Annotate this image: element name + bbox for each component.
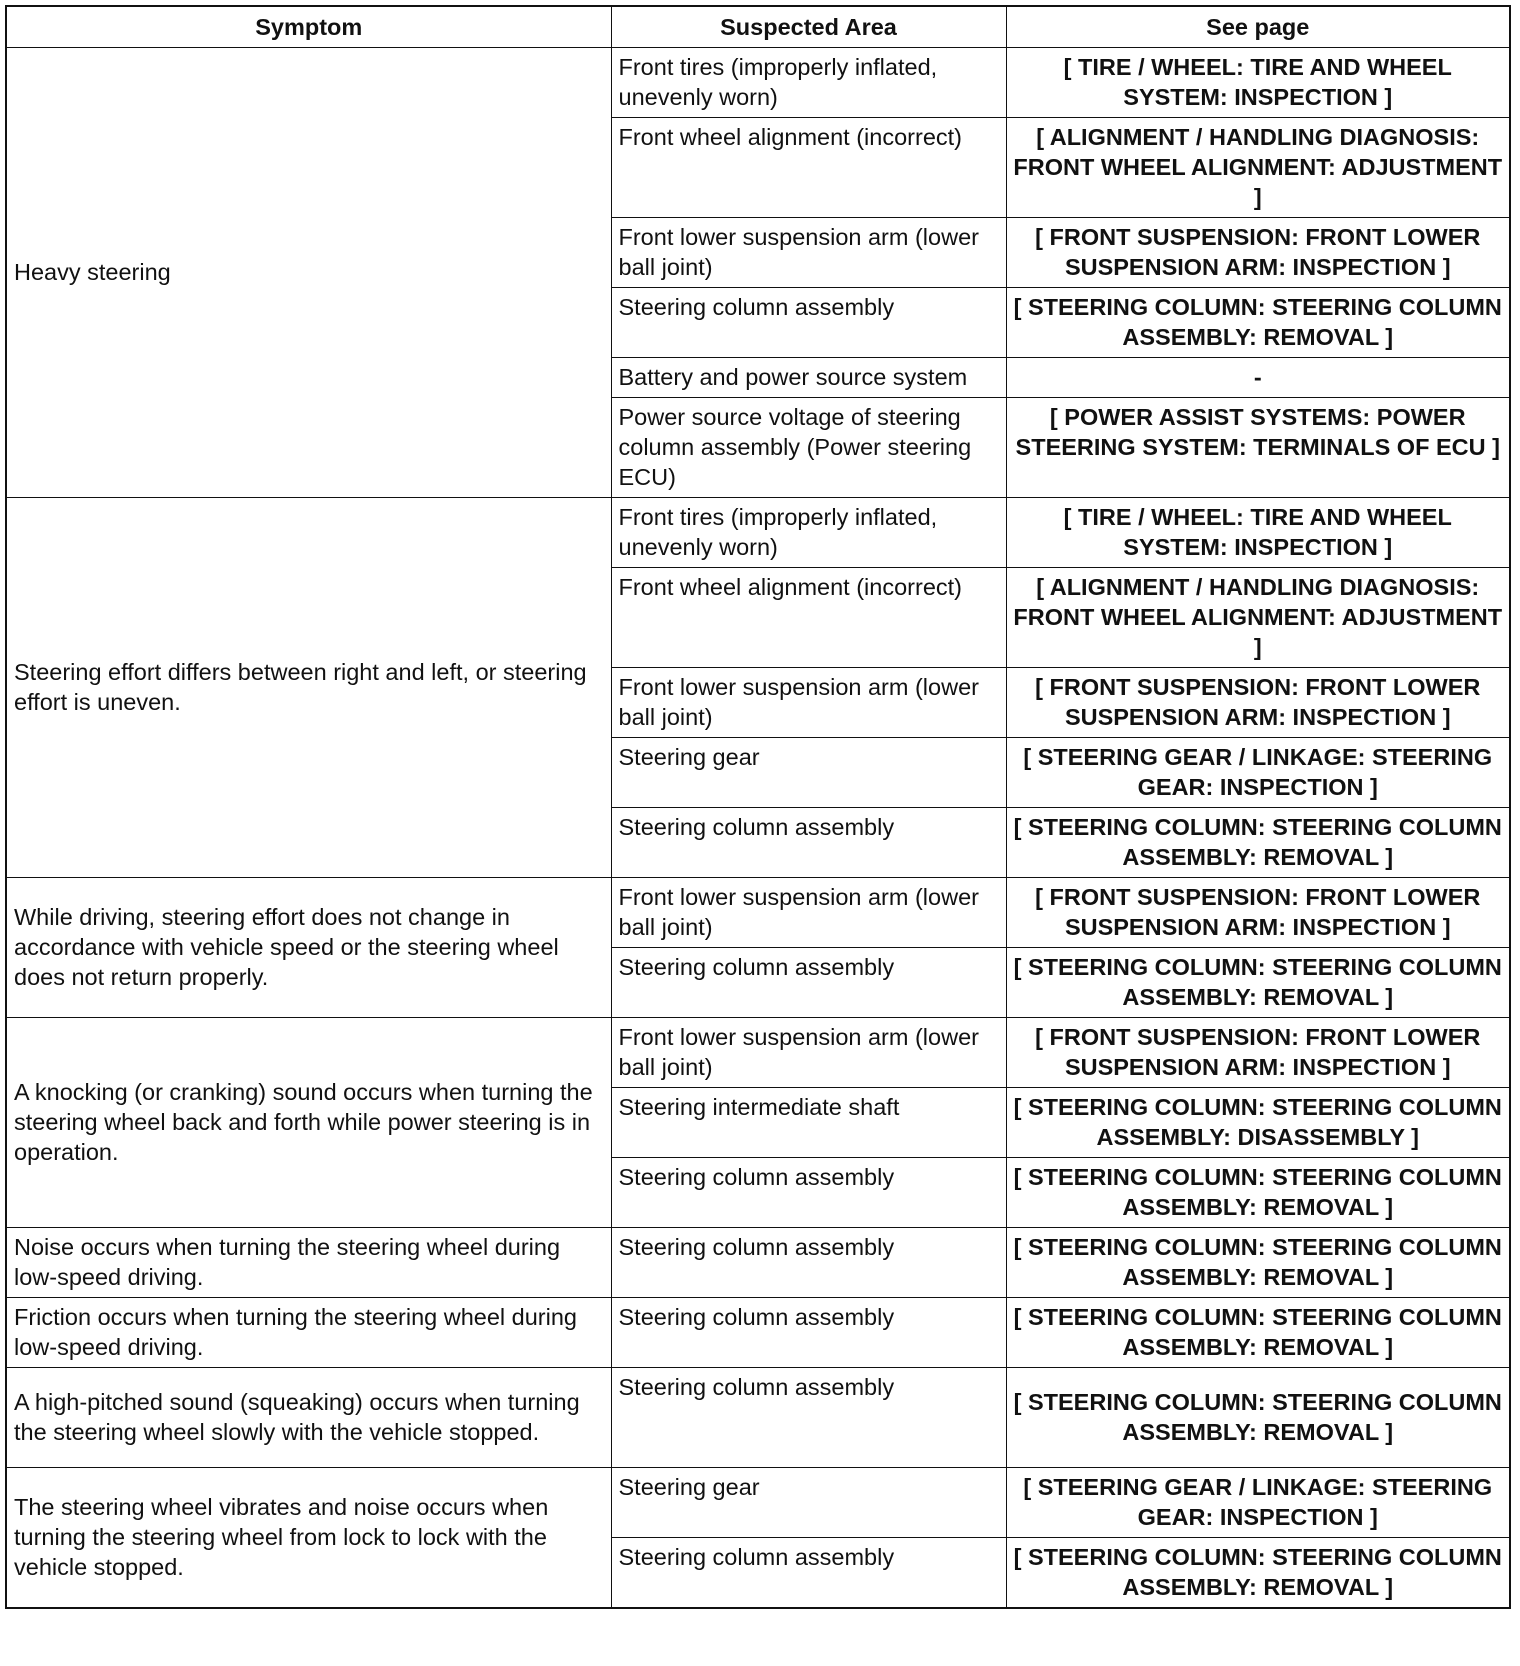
suspected-area-cell: Steering column assembly (611, 808, 1006, 878)
see-page-link[interactable]: [ TIRE / WHEEL: TIRE AND WHEEL SYSTEM: INSPECTION ] (1006, 48, 1510, 118)
see-page-link[interactable]: [ STEERING COLUMN: STEERING COLUMN ASSEMBLY: REMOVAL ] (1006, 1228, 1510, 1298)
suspected-area-cell: Front wheel alignment (incorrect) (611, 568, 1006, 668)
see-page-link[interactable]: [ ALIGNMENT / HANDLING DIAGNOSIS: FRONT WHEEL ALIGNMENT: ADJUSTMENT ] (1006, 568, 1510, 668)
suspected-area-cell: Steering column assembly (611, 1368, 1006, 1468)
see-page-link[interactable]: [ STEERING COLUMN: STEERING COLUMN ASSEMBLY: REMOVAL ] (1006, 1158, 1510, 1228)
see-page-link[interactable]: [ FRONT SUSPENSION: FRONT LOWER SUSPENSION ARM: INSPECTION ] (1006, 878, 1510, 948)
table-row (6, 1298, 1510, 1368)
see-page-link[interactable]: [ FRONT SUSPENSION: FRONT LOWER SUSPENSION ARM: INSPECTION ] (1006, 668, 1510, 738)
see-page-link[interactable]: [ STEERING COLUMN: STEERING COLUMN ASSEMBLY: REMOVAL ] (1006, 288, 1510, 358)
see-page-link[interactable]: [ STEERING COLUMN: STEERING COLUMN ASSEMBLY: REMOVAL ] (1006, 1538, 1510, 1609)
see-page-link[interactable]: [ TIRE / WHEEL: TIRE AND WHEEL SYSTEM: INSPECTION ] (1006, 498, 1510, 568)
see-page-link[interactable]: [ STEERING COLUMN: STEERING COLUMN ASSEMBLY: REMOVAL ] (1006, 1368, 1510, 1468)
symptom-cell: While driving, steering effort does not change in accordance with vehicle speed or the steering wheel does not return properly. (6, 878, 611, 1018)
see-page-link[interactable]: [ FRONT SUSPENSION: FRONT LOWER SUSPENSION ARM: INSPECTION ] (1006, 218, 1510, 288)
see-page-link[interactable]: [ ALIGNMENT / HANDLING DIAGNOSIS: FRONT WHEEL ALIGNMENT: ADJUSTMENT ] (1006, 118, 1510, 218)
symptom-table (5, 5, 1511, 1609)
symptom-cell: A high-pitched sound (squeaking) occurs when turning the steering wheel slowly with the vehicle stopped. (6, 1368, 611, 1468)
see-page-link[interactable]: [ STEERING COLUMN: STEERING COLUMN ASSEMBLY: DISASSEMBLY ] (1006, 1088, 1510, 1158)
see-page-link[interactable]: [ FRONT SUSPENSION: FRONT LOWER SUSPENSION ARM: INSPECTION ] (1006, 1018, 1510, 1088)
see-page-link[interactable]: [ STEERING GEAR / LINKAGE: STEERING GEAR: INSPECTION ] (1006, 738, 1510, 808)
table-row (6, 878, 1510, 948)
suspected-area-cell: Steering column assembly (611, 1538, 1006, 1609)
symptom-cell: The steering wheel vibrates and noise occurs when turning the steering wheel from lock to lock with the vehicle stopped. (6, 1468, 611, 1609)
suspected-area-cell: Front wheel alignment (incorrect) (611, 118, 1006, 218)
suspected-area-cell: Front lower suspension arm (lower ball joint) (611, 878, 1006, 948)
symptom-cell: A knocking (or cranking) sound occurs when turning the steering wheel back and forth while power steering is in operation. (6, 1018, 611, 1228)
see-page-link[interactable]: [ STEERING GEAR / LINKAGE: STEERING GEAR: INSPECTION ] (1006, 1468, 1510, 1538)
see-page-link[interactable]: [ STEERING COLUMN: STEERING COLUMN ASSEMBLY: REMOVAL ] (1006, 948, 1510, 1018)
suspected-area-cell: Steering column assembly (611, 1228, 1006, 1298)
header-see-page: See page (1006, 6, 1510, 48)
table-row (6, 1228, 1510, 1298)
suspected-area-cell: Steering column assembly (611, 948, 1006, 1018)
suspected-area-cell: Steering column assembly (611, 1158, 1006, 1228)
suspected-area-cell: Steering gear (611, 1468, 1006, 1538)
see-page-cell: - (1006, 358, 1510, 398)
symptom-cell: Steering effort differs between right and left, or steering effort is uneven. (6, 498, 611, 878)
table-row (6, 48, 1510, 118)
suspected-area-cell: Front lower suspension arm (lower ball joint) (611, 1018, 1006, 1088)
suspected-area-cell: Steering gear (611, 738, 1006, 808)
see-page-link[interactable]: [ STEERING COLUMN: STEERING COLUMN ASSEMBLY: REMOVAL ] (1006, 808, 1510, 878)
table-row (6, 1018, 1510, 1088)
table-row (6, 1468, 1510, 1538)
header-suspected-area: Suspected Area (611, 6, 1006, 48)
table-row (6, 498, 1510, 568)
symptom-cell: Friction occurs when turning the steering wheel during low-speed driving. (6, 1298, 611, 1368)
header-row (6, 6, 1510, 48)
suspected-area-cell: Front lower suspension arm (lower ball joint) (611, 668, 1006, 738)
suspected-area-cell: Steering intermediate shaft (611, 1088, 1006, 1158)
table-row (6, 1368, 1510, 1468)
header-symptom: Symptom (6, 6, 611, 48)
symptom-cell: Noise occurs when turning the steering wheel during low-speed driving. (6, 1228, 611, 1298)
suspected-area-cell: Battery and power source system (611, 358, 1006, 398)
see-page-link[interactable]: [ POWER ASSIST SYSTEMS: POWER STEERING SYSTEM: TERMINALS OF ECU ] (1006, 398, 1510, 498)
suspected-area-cell: Steering column assembly (611, 1298, 1006, 1368)
symptom-cell: Heavy steering (6, 48, 611, 498)
see-page-link[interactable]: [ STEERING COLUMN: STEERING COLUMN ASSEMBLY: REMOVAL ] (1006, 1298, 1510, 1368)
suspected-area-cell: Power source voltage of steering column assembly (Power steering ECU) (611, 398, 1006, 498)
suspected-area-cell: Front tires (improperly inflated, unevenly worn) (611, 48, 1006, 118)
suspected-area-cell: Steering column assembly (611, 288, 1006, 358)
suspected-area-cell: Front lower suspension arm (lower ball joint) (611, 218, 1006, 288)
suspected-area-cell: Front tires (improperly inflated, unevenly worn) (611, 498, 1006, 568)
